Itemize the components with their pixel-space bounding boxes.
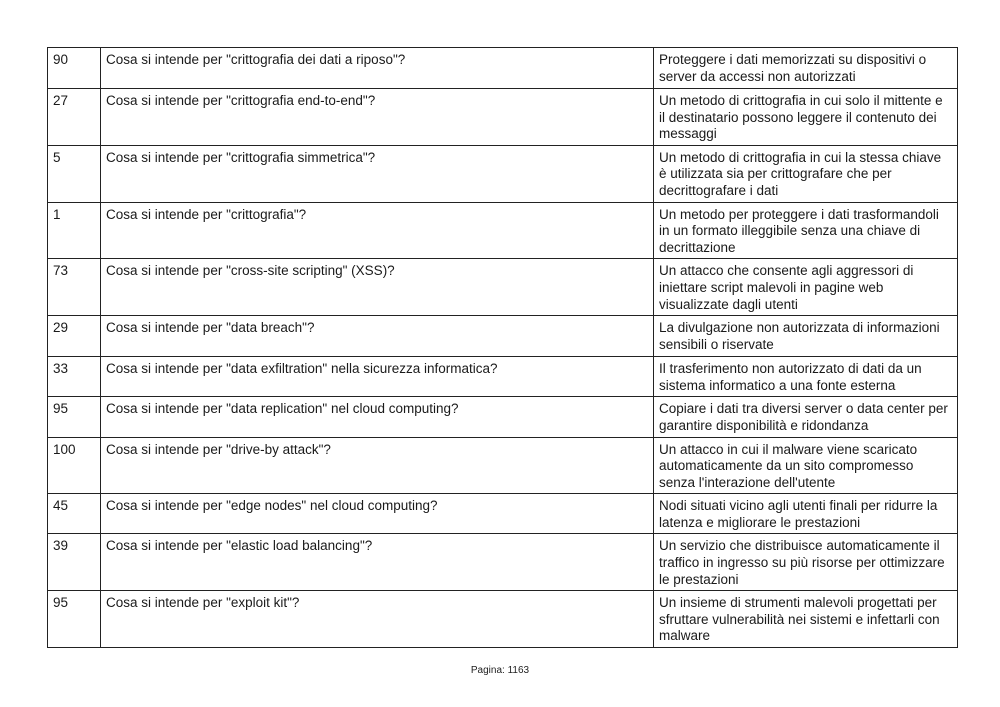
- question-number: 73: [48, 259, 101, 316]
- page-number: Pagina: 1163: [470, 665, 530, 676]
- table-row: [48, 437, 958, 494]
- question-text: Cosa si intende per "data replication" nel cloud computing?: [101, 397, 654, 437]
- answer-text: Proteggere i dati memorizzati su dispositivi o server da accessi non autorizzati: [654, 48, 958, 89]
- answer-text: La divulgazione non autorizzata di informazioni sensibili o riservate: [654, 316, 958, 357]
- question-text: Cosa si intende per "crittografia"?: [101, 202, 654, 259]
- table-row: [48, 259, 958, 316]
- question-number: 39: [48, 534, 101, 591]
- question-text: Cosa si intende per "crittografia simmetrica"?: [101, 145, 654, 202]
- question-number: 90: [48, 48, 101, 89]
- question-text: Cosa si intende per "cross-site scripting" (XSS)?: [101, 259, 654, 316]
- answer-text: Un servizio che distribuisce automaticamente il traffico in ingresso su più risorse per ottimizzare le prestazioni: [654, 534, 958, 591]
- table-row: [48, 202, 958, 259]
- answer-text: Un insieme di strumenti malevoli progettati per sfruttare vulnerabilità nei sistemi e infettarli con malware: [654, 591, 958, 648]
- answer-text: Un attacco in cui il malware viene scaricato automaticamente da un sito compromesso senza l'interazione dell'utente: [654, 437, 958, 494]
- qa-table: [47, 47, 958, 648]
- table-row: [48, 591, 958, 648]
- answer-text: Un metodo di crittografia in cui solo il mittente e il destinatario possono leggere il contenuto dei messaggi: [654, 89, 958, 146]
- table-row: [48, 145, 958, 202]
- answer-text: Un metodo per proteggere i dati trasformandoli in un formato illeggibile senza una chiave di decrittazione: [654, 202, 958, 259]
- table-row: [48, 89, 958, 146]
- question-text: Cosa si intende per "elastic load balancing"?: [101, 534, 654, 591]
- table-row: [48, 494, 958, 534]
- question-number: 100: [48, 437, 101, 494]
- question-text: Cosa si intende per "edge nodes" nel cloud computing?: [101, 494, 654, 534]
- question-number: 45: [48, 494, 101, 534]
- table-row: [48, 316, 958, 357]
- answer-text: Nodi situati vicino agli utenti finali per ridurre la latenza e migliorare le prestazioni: [654, 494, 958, 534]
- table-row: [48, 357, 958, 397]
- question-number: 95: [48, 591, 101, 648]
- answer-text: Un attacco che consente agli aggressori di iniettare script malevoli in pagine web visualizzate dagli utenti: [654, 259, 958, 316]
- question-text: Cosa si intende per "data exfiltration" nella sicurezza informatica?: [101, 357, 654, 397]
- question-text: Cosa si intende per "drive-by attack"?: [101, 437, 654, 494]
- question-text: Cosa si intende per "crittografia end-to-end"?: [101, 89, 654, 146]
- answer-text: Il trasferimento non autorizzato di dati da un sistema informatico a una fonte esterna: [654, 357, 958, 397]
- question-number: 5: [48, 145, 101, 202]
- question-number: 29: [48, 316, 101, 357]
- question-text: Cosa si intende per "exploit kit"?: [101, 591, 654, 648]
- table-row: [48, 534, 958, 591]
- question-number: 95: [48, 397, 101, 437]
- question-text: Cosa si intende per "crittografia dei dati a riposo"?: [101, 48, 654, 89]
- answer-text: Un metodo di crittografia in cui la stessa chiave è utilizzata sia per crittografare che per decrittografare i dati: [654, 145, 958, 202]
- question-number: 33: [48, 357, 101, 397]
- question-number: 1: [48, 202, 101, 259]
- table-row: [48, 48, 958, 89]
- question-text: Cosa si intende per "data breach"?: [101, 316, 654, 357]
- table-row: [48, 397, 958, 437]
- answer-text: Copiare i dati tra diversi server o data center per garantire disponibilità e ridondanza: [654, 397, 958, 437]
- question-number: 27: [48, 89, 101, 146]
